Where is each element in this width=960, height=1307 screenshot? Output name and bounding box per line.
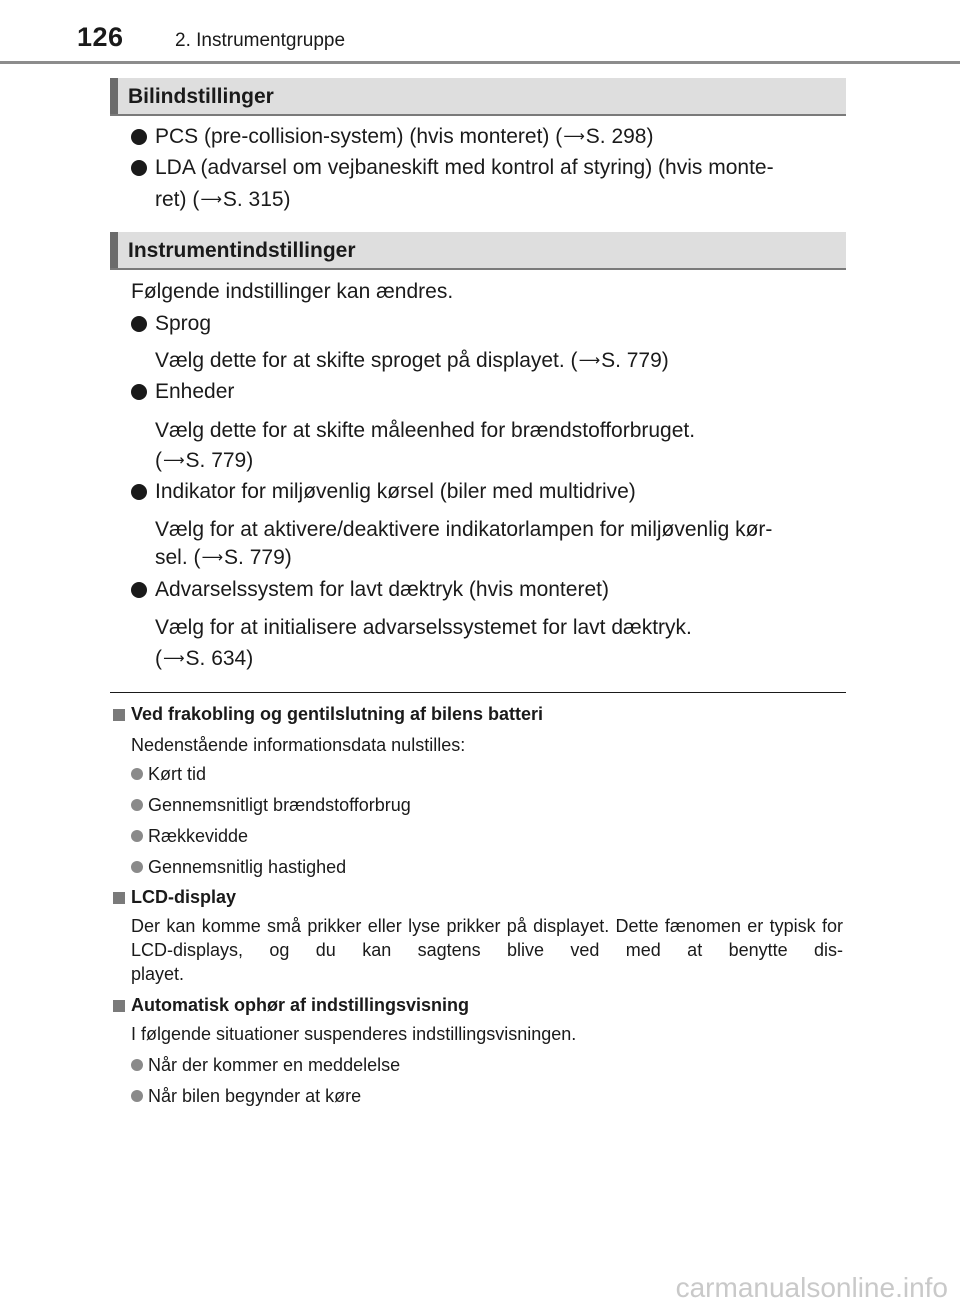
arrow-right-icon: ⟶ [163,650,185,667]
note-list-item: Gennemsnitligt brændstofforbrug [148,795,411,815]
list-item [155,122,653,152]
item-text: ( [155,647,162,670]
chapter-title: 2. Instrumentgruppe [175,30,346,51]
setting-description: Vælg for at aktivere/deaktivere indikatorlampen for miljøvenlig kør- [155,518,773,541]
arrow-right-icon: ⟶ [200,191,222,208]
section-title: Bilindstillinger [128,85,274,108]
page-ref-link[interactable]: S. 779) [224,546,292,569]
arrow-right-icon: ⟶ [563,128,585,145]
note-title: LCD-display [131,887,237,907]
note-title: Ved frakobling og gentilslutning af bilens batteri [131,704,544,724]
page-number: 126 [77,22,124,52]
watermark: carmanualsonline.info [675,1272,948,1303]
note-list-item: Når der kommer en meddelelse [148,1055,401,1075]
bullet-icon [131,768,143,780]
bullet-icon [131,384,147,400]
setting-description-ref [155,644,253,674]
list-item-continuation [155,185,291,215]
item-text: PCS (pre-collision-system) (hvis monteret) ( [155,125,563,148]
section-title: Instrumentindstillinger [128,239,356,262]
note-list-item: Kørt tid [148,764,207,784]
bullet-icon [131,1059,143,1071]
page-ref-link[interactable]: S. 779) [185,449,254,472]
note-body: I følgende situationer suspenderes indstillingsvisningen. [131,1024,577,1044]
intro-text: Følgende indstillinger kan ændres. [131,280,454,303]
page-ref-link[interactable]: S. 634) [185,647,254,670]
note-list-item: Når bilen begynder at køre [148,1086,362,1106]
page-ref-link[interactable]: S. 779) [601,349,669,372]
setting-description [155,346,669,376]
setting-description-ref [155,543,292,573]
note-list-item: Rækkevidde [148,826,249,846]
setting-title: Advarselssystem for lavt dæktryk (hvis monteret) [155,578,609,601]
item-text: ( [155,449,162,472]
setting-description: Vælg for at initialisere advarselssystemet for lavt dæktryk. [155,616,692,639]
bullet-icon [131,129,147,145]
item-text: Vælg dette for at skifte sproget på displayet. ( [155,349,578,372]
note-title: Automatisk ophør af indstillingsvisning [131,995,470,1015]
bullet-icon [131,830,143,842]
setting-title: Sprog [155,312,212,335]
bullet-icon [131,484,147,500]
setting-description: Vælg dette for at skifte måleenhed for brændstofforbruget. [155,419,696,442]
bullet-icon [131,861,143,873]
note-body: Der kan komme små prikker eller lyse prikker på displayet. Dette fænomen er typisk for LCD-displays, og du kan sagtens blive ved med at benytte dis- [131,916,843,960]
header-rule [0,61,960,64]
bullet-icon [131,316,147,332]
note-body-end: playet. [131,964,185,984]
bullet-icon [131,582,147,598]
setting-title: Indikator for miljøvenlig kørsel (biler med multidrive) [155,480,636,503]
item-text: sel. ( [155,546,201,569]
section-heading-vehicle [110,78,846,116]
section-accent [110,78,118,114]
section-heading-instrument [110,232,846,270]
square-icon [113,709,125,721]
page-ref-link[interactable]: S. 298) [585,125,654,148]
section-accent [110,232,118,268]
note-list-item: Gennemsnitlig hastighed [148,857,347,877]
square-icon [113,892,125,904]
arrow-right-icon: ⟶ [578,352,601,369]
notes-divider [110,692,846,693]
bullet-icon [131,1090,143,1102]
setting-description-ref [155,446,253,476]
page-header [0,0,960,64]
arrow-right-icon: ⟶ [163,452,185,469]
setting-title: Enheder [155,380,235,403]
note-body: Nedenstående informationsdata nulstilles: [131,735,466,755]
list-item: LDA (advarsel om vejbaneskift med kontrol af styring) (hvis monte- [155,156,774,179]
square-icon [113,1000,125,1012]
arrow-right-icon: ⟶ [201,549,224,566]
page-ref-link[interactable]: S. 315) [222,188,291,211]
bullet-icon [131,799,143,811]
bullet-icon [131,160,147,176]
item-text: ret) ( [155,188,200,211]
